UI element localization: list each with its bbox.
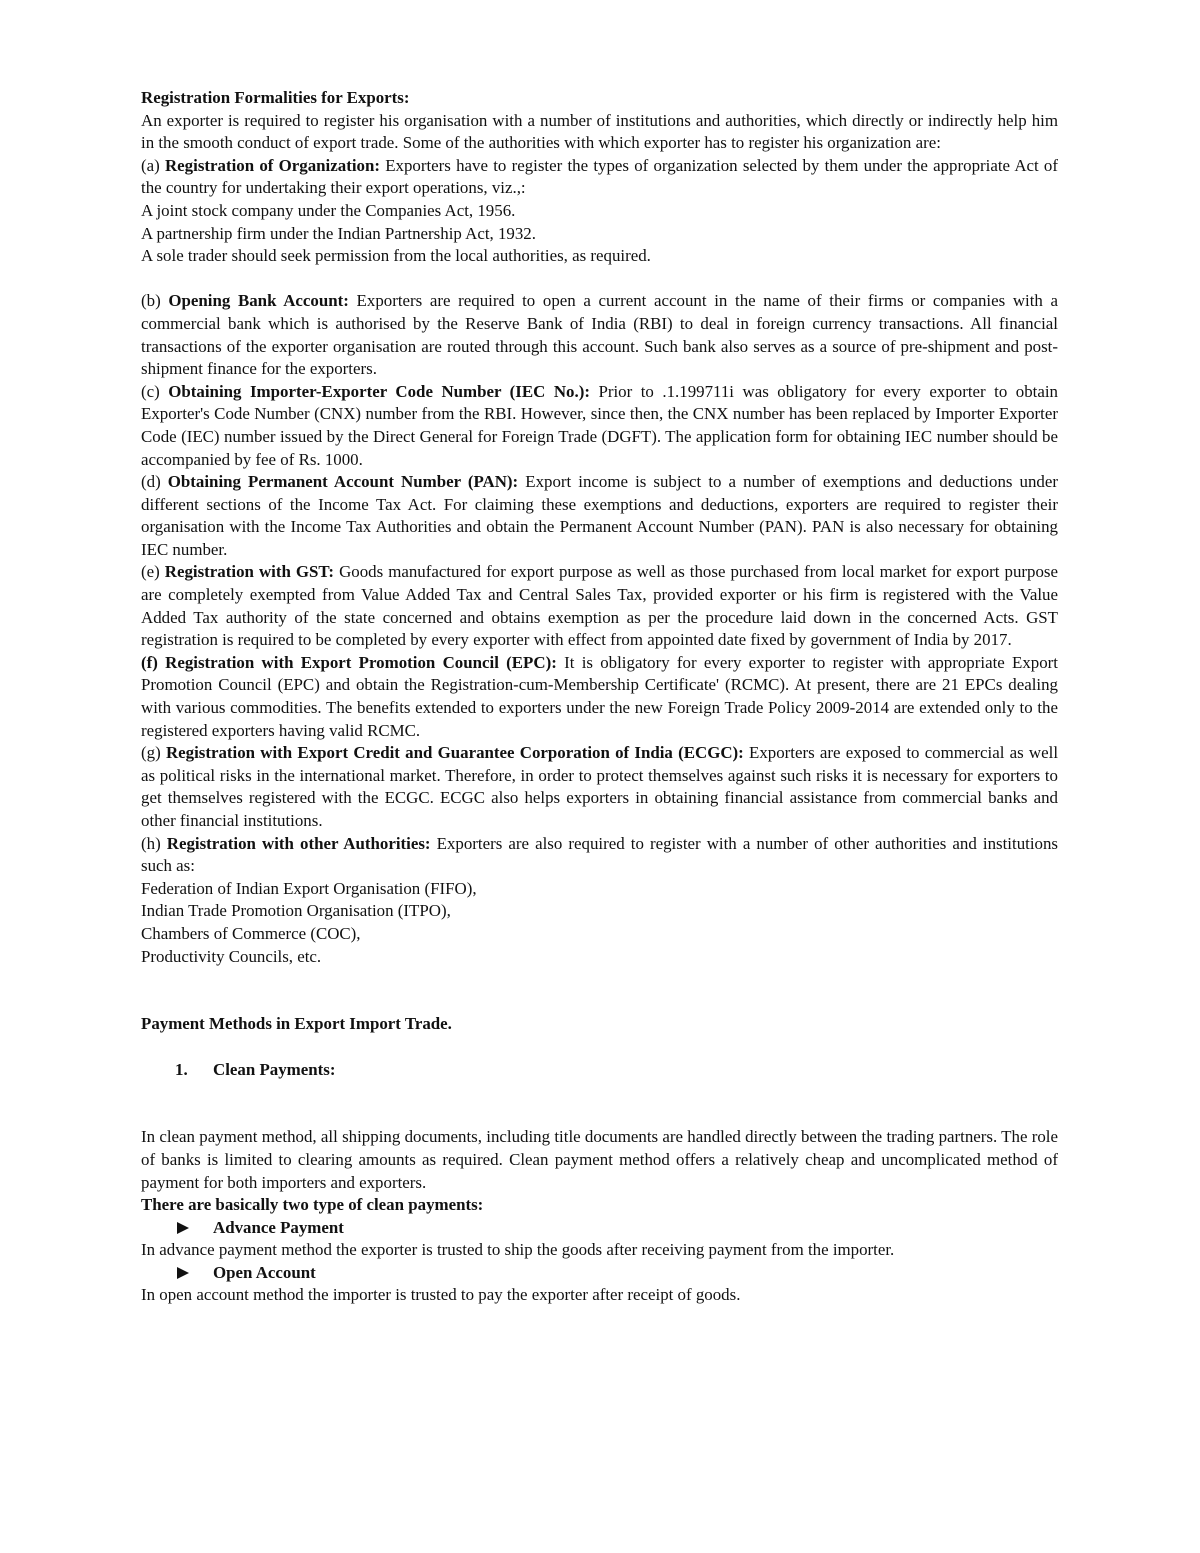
spacer [141, 991, 1058, 1014]
item-a-line-3: A sole trader should seek permission from the local authorities, as required. [141, 246, 651, 266]
item-e: (e) Registration with GST: Goods manufactured for export purpose as well as those purchased from local market for export purpose are completely exempted from Value Added Tax and Central Sales Tax, provided exporter or his firm is registered with the Value Added Tax authority of the state concerned and obtains exemption as per the procedure laid down in the concerned Acts. GST registration is required to be completed by every exporter with effect from appointed date fixed by government of India by 2017. [141, 562, 1058, 650]
item-d: (d) Obtaining Permanent Account Number (PAN): Export income is subject to a number of exemptions and deductions under different sections of the Income Tax Act. For claiming these exemptions and deductions, exporters are required to register their organisation with the Income Tax Authorities and obtain the Permanent Account Number (PAN). PAN is also necessary for obtaining IEC number. [141, 472, 1058, 559]
open-account-text: In open account method the importer is trusted to pay the exporter after receipt of goods. [141, 1285, 741, 1305]
item-h-line-2: Indian Trade Promotion Organisation (ITPO), [141, 901, 451, 921]
bullet-open-account [175, 1262, 1058, 1285]
item-h: (h) Registration with other Authorities: Exporters are also required to register with a number of other authorities and institutions such as: [141, 833, 1058, 876]
item-g: (g) Registration with Export Credit and Guarantee Corporation of India (ECGC): Exporters are exposed to commercial as well as political risks in the international market. Therefore, in order to protect themselves against such risks it is necessary for exporters to get themselves registered with the ECGC. ECGC also helps exporters in obtaining financial assistance from commercial banks and other financial institutions. [141, 743, 1059, 830]
item-b: (b) Opening Bank Account: Exporters are required to open a current account in the name of their firms or companies with a commercial bank which is authorised by the Reserve Bank of India (RBI) to deal in foreign currency transactions. All financial transactions of the exporter organisation are routed through this account. Such bank also serves as a source of pre-shipment and post-shipment finance for the exporters. [141, 291, 1059, 379]
arrow-bullet-icon [175, 1262, 213, 1285]
clean-payment-paragraph: In clean payment method, all shipping documents, including title documents are handled directly between the trading partners. The role of banks is limited to clearing amounts as required. Clean payment method offers a relatively cheap and uncomplicated method of payment for both importers and exporters. [141, 1127, 1058, 1192]
intro-paragraph: An exporter is required to register his organisation with a number of institutions and authorities, which directly or indirectly help him in the smooth conduct of export trade. Some of the authorities with which exporter has to register his organization are: [141, 110, 1058, 153]
item-h-line-1: Federation of Indian Export Organisation (FIFO), [141, 878, 477, 898]
advance-payment-text: In advance payment method the exporter is trusted to ship the goods after receiving payment from the importer. [141, 1240, 895, 1260]
bullet-title: Advance Payment [213, 1217, 344, 1237]
item-a: (a) Registration of Organization: Exporters have to register the types of organization selected by them under the appropriate Act of the country for undertaking their export operations, viz.,: [141, 155, 1059, 198]
arrow-bullet-icon [175, 1217, 213, 1240]
spacer [141, 1036, 1058, 1059]
item-h-line-4: Productivity Councils, etc. [141, 946, 322, 966]
item-f: (f) Registration with Export Promotion Council (EPC): It is obligatory for every exporter to register with appropriate Export Promotion Council (EPC) and obtain the Registration-cum-Membership Certificate' (RCMC). At present, there are 21 EPCs dealing with various commodities. The benefits extended to exporters under the new Foreign Trade Policy 2009-2014 are extended only to the registered exporters having valid RCMC. [141, 652, 1059, 740]
spacer [141, 1104, 1058, 1127]
section-title-registration: Registration Formalities for Exports: [141, 88, 410, 107]
document-page [141, 87, 1058, 1307]
item-a-line-1: A joint stock company under the Companies Act, 1956. [141, 200, 516, 220]
spacer [141, 1081, 1058, 1104]
bullet-advance-payment [175, 1217, 1058, 1240]
bullet-title: Open Account [213, 1262, 316, 1282]
item-h-line-3: Chambers of Commerce (COC), [141, 923, 361, 943]
subheading-number: 1. [175, 1059, 188, 1079]
subheading-clean-payments [175, 1059, 1058, 1082]
spacer [141, 968, 1058, 991]
spacer [141, 268, 1058, 291]
types-heading: There are basically two type of clean payments: [141, 1195, 484, 1215]
subheading-title: Clean Payments: [213, 1059, 336, 1079]
section-title-payment: Payment Methods in Export Import Trade. [141, 1014, 452, 1034]
item-c: (c) Obtaining Importer-Exporter Code Number (IEC No.): Prior to .1.199711i was obligatory for every exporter to obtain Exporter's Code Number (CNX) number from the RBI. However, since then, the CNX number has been replaced by Importer Exporter Code (IEC) number issued by the Direct General for Foreign Trade (DGFT). The application form for obtaining IEC number should be accompanied by fee of Rs. 1000. [141, 381, 1058, 469]
item-a-line-2: A partnership firm under the Indian Partnership Act, 1932. [141, 223, 536, 243]
